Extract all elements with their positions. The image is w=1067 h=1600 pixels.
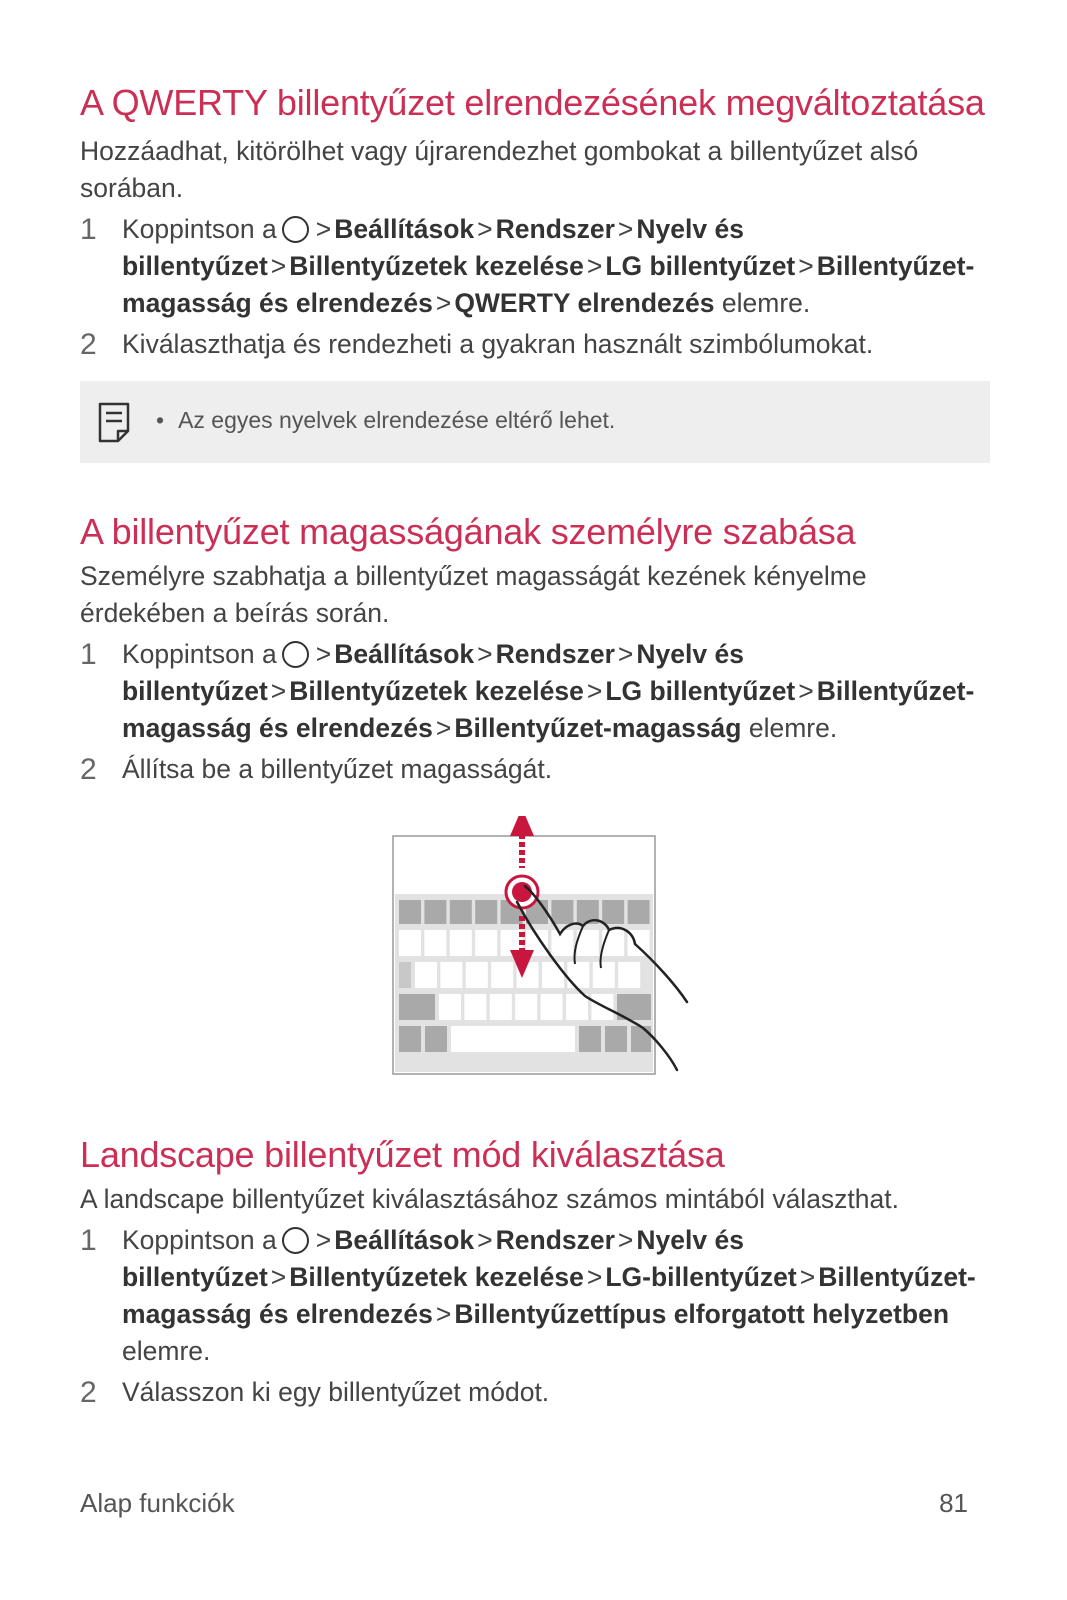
step-prefix: Koppintson a: [122, 1225, 277, 1255]
separator: >: [315, 639, 332, 669]
section-qwerty-layout: [80, 78, 990, 463]
step-text: Állítsa be a billentyűzet magasságát.: [122, 754, 553, 784]
section-intro: Személyre szabhatja a billentyűzet magasságát kezének kényelme érdekében a beírás során.: [80, 561, 867, 628]
home-circle-icon: [282, 641, 309, 668]
section-keyboard-height: [80, 507, 990, 1086]
path-item: Billentyűzet-magasság és elrendezés: [122, 676, 975, 743]
separator: >: [798, 676, 814, 706]
separator: >: [799, 1262, 816, 1292]
path-item: Billentyűzetek kezelése: [289, 251, 584, 281]
keyboard-key: [551, 930, 573, 956]
step-1: [80, 636, 990, 747]
step-suffix: elemre.: [721, 288, 811, 318]
separator: >: [315, 1225, 332, 1255]
keyboard-key: [415, 962, 437, 988]
keyboard-key: [425, 1026, 447, 1052]
path-item: LG billentyűzet: [605, 251, 796, 281]
path-item: Billentyűzetek kezelése: [289, 1262, 584, 1292]
path-item: Beállítások: [334, 214, 475, 244]
step-number: 1: [80, 638, 97, 671]
step-prefix: Koppintson a: [122, 639, 277, 669]
path-item: Rendszer: [495, 1225, 615, 1255]
home-circle-icon: [282, 1227, 309, 1254]
path-item: Billentyűzet-magasság: [454, 713, 742, 743]
keyboard-key: [602, 930, 624, 956]
keyboard-key: [450, 930, 472, 956]
keyboard-key: [440, 962, 462, 988]
separator: >: [586, 1262, 603, 1292]
keyboard-key: [602, 900, 624, 924]
separator: >: [435, 288, 452, 318]
keyboard-key: [593, 962, 615, 988]
path-item: Nyelv és billentyűzet: [122, 1225, 744, 1292]
section-intro: Hozzáadhat, kitörölhet vagy újrarendezhet gombokat a billentyűzet alsó sorában.: [80, 136, 919, 203]
separator: >: [477, 214, 493, 244]
separator: >: [270, 676, 287, 706]
step-2: [80, 1374, 990, 1411]
path-item: QWERTY elrendezés: [454, 288, 715, 318]
section-intro: A landscape billentyűzet kiválasztásához számos mintából választhat.: [80, 1184, 899, 1214]
path-item: Billentyűzet-magasság és elrendezés: [122, 1262, 976, 1329]
keyboard-key: [450, 900, 472, 924]
step-1: [80, 1222, 990, 1370]
page-content: [80, 78, 990, 1411]
step-suffix: elemre.: [748, 713, 838, 743]
keyboard-height-illustration: [385, 816, 705, 1086]
path-item: Rendszer: [495, 639, 615, 669]
path-item: Billentyűzettípus elforgatott helyzetben: [454, 1299, 950, 1329]
home-circle-icon: [282, 216, 309, 243]
separator: >: [617, 1225, 634, 1255]
keyboard-key: [628, 900, 650, 924]
keyboard-key: [515, 994, 537, 1020]
keyboard-key: [424, 930, 446, 956]
separator: >: [798, 251, 814, 281]
step-suffix: elemre.: [122, 1336, 211, 1366]
path-item: Beállítások: [334, 639, 475, 669]
keyboard-key: [399, 1026, 421, 1052]
step-prefix: Koppintson a: [122, 214, 277, 244]
path-item: Billentyűzet-magasság és elrendezés: [122, 251, 975, 318]
separator: >: [270, 251, 287, 281]
separator: >: [477, 639, 493, 669]
keyboard-key: [475, 930, 497, 956]
keyboard-key: [490, 994, 512, 1020]
keyboard-key: [541, 994, 563, 1020]
step-1: [80, 211, 990, 322]
note-box: [80, 381, 990, 463]
step-2: [80, 751, 990, 788]
keyboard-key: [451, 1026, 575, 1052]
separator: >: [270, 1262, 287, 1292]
separator: >: [617, 639, 634, 669]
page-number: 81: [939, 1488, 968, 1518]
bullet: •: [156, 407, 165, 433]
keyboard-key: [475, 900, 497, 924]
note-text: [156, 407, 615, 434]
separator: >: [586, 676, 603, 706]
keyboard-key: [567, 962, 589, 988]
step-number: 1: [80, 213, 97, 246]
note-icon: [96, 401, 136, 445]
keyboard-key: [399, 930, 421, 956]
keyboard-illustration: [385, 816, 705, 1086]
separator: >: [477, 1225, 493, 1255]
step-number: 1: [80, 1224, 97, 1257]
keyboard-key: [466, 962, 488, 988]
step-2: [80, 326, 990, 363]
keyboard-key: [424, 900, 446, 924]
separator: >: [435, 713, 452, 743]
step-number: 2: [80, 1376, 97, 1409]
path-item: LG billentyűzet: [605, 676, 796, 706]
keyboard-key: [464, 994, 486, 1020]
separator: >: [586, 251, 603, 281]
footer-section: Alap funkciók: [80, 1488, 235, 1518]
separator: >: [435, 1299, 452, 1329]
path-item: Nyelv és billentyűzet: [122, 214, 744, 281]
page-footer: [80, 1488, 968, 1519]
note-content: Az egyes nyelvek elrendezése eltérő lehet.: [178, 407, 616, 433]
keyboard-key: [579, 1026, 601, 1052]
section-title: A billentyűzet magasságának személyre szabása: [80, 511, 856, 552]
path-item: Nyelv és billentyűzet: [122, 639, 744, 706]
keyboard-key: [631, 1026, 651, 1052]
separator: >: [617, 214, 634, 244]
keyboard-key: [542, 962, 564, 988]
keyboard-key: [605, 1026, 627, 1052]
keyboard-key: [566, 994, 588, 1020]
path-item: Beállítások: [334, 1225, 475, 1255]
section-title: A QWERTY billentyűzet elrendezésének megváltoztatása: [80, 82, 985, 123]
path-item: LG-billentyűzet: [605, 1262, 797, 1292]
keyboard-key: [399, 962, 411, 988]
keyboard-key: [439, 994, 461, 1020]
step-number: 2: [80, 753, 97, 786]
section-landscape-keyboard: [80, 1130, 990, 1411]
keyboard-key: [491, 962, 513, 988]
step-text: Kiválaszthatja és rendezheti a gyakran használt szimbólumokat.: [122, 329, 874, 359]
path-item: Rendszer: [495, 214, 615, 244]
separator: >: [315, 214, 332, 244]
section-title: Landscape billentyűzet mód kiválasztása: [80, 1134, 725, 1175]
keyboard-key: [399, 900, 421, 924]
keyboard-key: [399, 994, 435, 1020]
keyboard-key: [618, 962, 640, 988]
path-item: Billentyűzetek kezelése: [289, 676, 584, 706]
step-text: Válasszon ki egy billentyűzet módot.: [122, 1377, 550, 1407]
step-number: 2: [80, 328, 97, 361]
keyboard-key: [551, 900, 573, 924]
